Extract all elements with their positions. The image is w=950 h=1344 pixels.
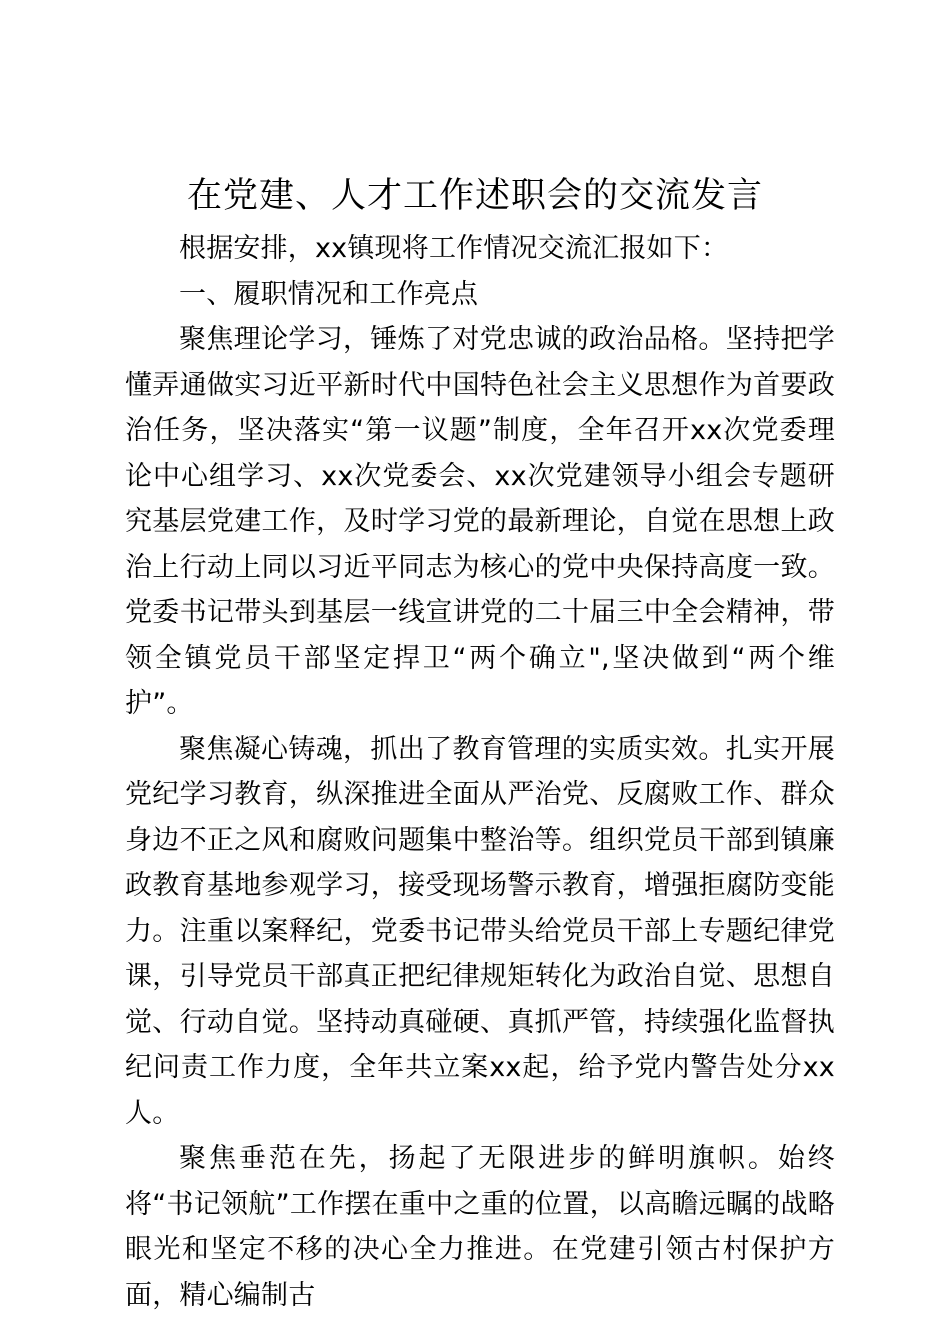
document-title: 在党建、人才工作述职会的交流发言 (186, 176, 763, 216)
intro-paragraph: 根据安排，xx镇现将工作情况交流汇报如下： (179, 233, 729, 264)
section-heading: 一、履职情况和工作亮点 (179, 278, 479, 310)
body-paragraph: 聚焦凝心铸魂，抓出了教育管理的实质实效。扎实开展党纪学习教育，纵深推进全面从严治党、反腐败工作、群众身边不正之风和腐败问题集中整治等。组织党员干部到镇廉政教育基地参观学习，接受现场警示教育，增强拒腐防变能力。注重以案释纪，党委书记带头给党员干部上专题纪律党课，引导党员干部真正把纪律规矩转化为政治自觉、思想自觉、行动自觉。坚持动真碰硬、真抓严管，持续强化监督执纪问责工作力度，全年共立案xx起，给予党内警告处分xx人。 (125, 733, 835, 1129)
document-body (125, 226, 835, 1318)
body-paragraph: 聚焦理论学习，锤炼了对党忠诚的政治品格。坚持把学懂弄通做实习近平新时代中国特色社会主义思想作为首要政治任务，坚决落实“第一议题”制度，全年召开xx次党委理论中心组学习、xx次党委会、xx次党建领导小组会专题研究基层党建工作，及时学习党的最新理论，自觉在思想上政治上行动上同以习近平同志为核心的党中央保持高度一致。党委书记带头到基层一线宣讲党的二十届三中全会精神，带领全镇党员干部坚定捍卫“两个确立",坚决做到“两个维护”。 (125, 324, 835, 719)
body-paragraph: 聚焦垂范在先，扬起了无限进步的鲜明旗帜。始终将“书记领航”工作摆在重中之重的位置，以高瞻远瞩的战略眼光和坚定不移的决心全力推进。在党建引领古村保护方面，精心编制古 (125, 1143, 835, 1311)
